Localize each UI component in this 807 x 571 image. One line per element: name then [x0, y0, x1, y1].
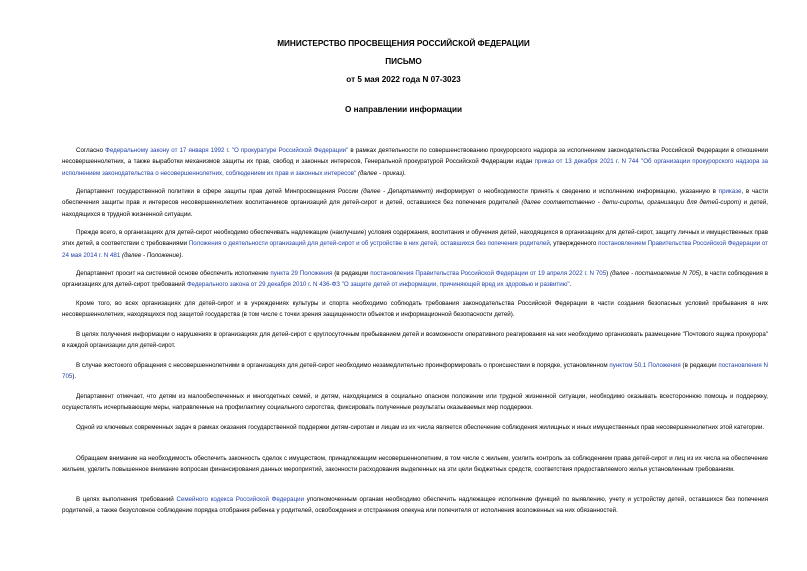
link-decree-705[interactable]: постановления Правительства Российской Федерации от 19 апреля 2022 г. N 705: [370, 270, 607, 277]
p10-text: Обращаем внимание на необходимость обеспечить законность сделок с имуществом, принадлежащим несовершеннолетним, в том числе с жильем, усилить контроль за соблюдением права детей-сирот и лиц из их числа на обеспечение жильем, уделить повышенное внимание вопросам финансирования данных мероприятий, законности расходования выделенных на эти цели бюджетных средств, соответствия предоставляемого жилья установленным требованиям.: [62, 455, 768, 474]
paragraph-10: [62, 453, 768, 476]
p1-text: Согласно: [76, 147, 106, 154]
p2-text: , в части обеспечения защиты прав и интересов несовершеннолетних воспитанников организаций для детей-сирот и детей, оставшихся без попечения родителей: [62, 188, 769, 207]
p4-text: (в редакции: [332, 270, 371, 277]
p9-text: Одной из ключевых современных задач в рамках оказания государственной поддержки детям-сиротам и лицам из их числа является обеспечение соблюдения жилищных и иных имущественных прав несовершеннолетних этой категории.: [76, 424, 765, 431]
link-decree-481[interactable]: постановлением Правительства Российской Федерации от 24 мая 2014 г. N 481: [62, 240, 769, 259]
p1-text: .: [404, 169, 406, 177]
paragraph-6: [62, 329, 768, 352]
link-regulation[interactable]: Положения о деятельности организаций для детей-сирот и об устройстве в них детей, оставшихся без попечения родителей: [188, 240, 550, 248]
paragraph-8: [62, 391, 768, 414]
p3-text: Прежде всего, в организациях для детей-сирот необходимо обеспечивать надлежащие (наилучшие) условия содержания, воспитания и обучения детей, находящихся в организациях для детей-сирот, защиту личных и имущественных прав этих детей, в соответствии с требованиями: [62, 229, 768, 248]
doc-date-number: от 5 мая 2022 года N 07-3023: [346, 75, 461, 84]
p2-italic: (далее соответственно - дети-сироты, организации для детей-сирот): [521, 199, 742, 207]
link-order[interactable]: приказе: [718, 188, 742, 195]
p11-text: уполномоченным органам необходимо обеспечить надлежащее исполнение функций по выявлению, учету и устройству детей, оставшихся без попечения родителей, а также безусловное соблюдение порядка отобрания ребенка у родителей, освобождения и отстранения опекуна или попечителя от исполнения возложенных на них обязанностей.: [62, 496, 768, 515]
paragraph-2: [62, 186, 768, 220]
paragraph-3: [62, 227, 768, 261]
link-family-code[interactable]: Семейного кодекса Российской Федерации: [176, 496, 305, 503]
p5-text: Кроме того, во всех организациях для детей-сирот и в учреждениях культуры и спорта необходимо соблюдать требования законодательства Российской Федерации в части создания безопасных условий пребывания в них несовершеннолетних, находящихся под защитой государства (в том числе с точки зрения защищенности объектов и информационной безопасности детей).: [62, 300, 768, 319]
p4-text: , в части соблюдения в организациях для детей-сирот требований: [62, 270, 769, 289]
paragraph-11: [62, 494, 768, 517]
p2-text: информирует о необходимости принять к сведению и исполнению информацию, указанную в: [432, 188, 719, 195]
p2-italic: (далее - Департамент): [361, 188, 433, 195]
link-order-744[interactable]: приказ от 13 декабря 2021 г. N 744 "Об организации прокурорского надзора за исполнением законодательства о несовершеннолетних, соблюдением их прав и законных интересов": [62, 158, 768, 177]
ministry-title: МИНИСТЕРСТВО ПРОСВЕЩЕНИЯ РОССИЙСКОЙ ФЕДЕРАЦИИ: [277, 39, 530, 48]
p4-text: .: [569, 281, 572, 289]
link-decree-705-short[interactable]: постановления N 705: [62, 362, 769, 381]
p1-text: в рамках деятельности по совершенствованию прокурорского надзора за исполнением законодательства Российской Федерации в отношении несовершеннолетних, а также выработки механизмов защиты их прав, свобод и законных интересов, Генеральной прокуратурой Российской Федерации издан: [62, 147, 768, 166]
p4-text: Департамент просит на системной основе обеспечить исполнение: [76, 270, 271, 277]
paragraph-5: [62, 298, 768, 321]
link-clause-50-1[interactable]: пунктом 50.1 Положения: [609, 362, 681, 369]
doc-subject: О направлении информации: [344, 105, 463, 114]
paragraph-1: [62, 145, 768, 179]
p3-text: , утвержденного: [549, 240, 599, 248]
p1-italic: (далее - приказ): [356, 169, 405, 177]
paragraph-4: [62, 268, 768, 291]
p7-text: В случае жестокого обращения с несовершеннолетними в организациях для детей-сирот необходимо незамедлительно проинформировать о происшествии в порядке, установленном: [76, 362, 610, 369]
p7-text: (в редакции: [680, 362, 719, 369]
p7-text: ).: [72, 373, 77, 381]
link-clause-29[interactable]: пункта 29 Положения: [270, 270, 333, 277]
link-law-436[interactable]: Федерального закона от 29 декабря 2010 г. N 436-ФЗ "О защите детей от информации, причиняющей вред их здоровью и развитию": [186, 281, 570, 289]
link-law-prosecutor[interactable]: Федеральному закону от 17 января 1992 г. "О прокуратуре Российской Федерации": [105, 147, 349, 154]
p2-text: и детей, находящихся в трудной жизненной ситуации.: [62, 199, 768, 218]
p3-italic: (далее - Положение): [120, 251, 182, 259]
p11-text: В целях выполнения требований: [76, 496, 177, 503]
doc-type: ПИСЬМО: [385, 57, 422, 66]
paragraph-9: [62, 422, 768, 433]
p2-text: Департамент государственной политики в сфере защиты прав детей Минпросвещения России: [76, 188, 362, 195]
p8-text: Департамент отмечает, что детям из малообеспеченных и многодетных семей, и детям, находящимся в социально опасном положении или трудной жизненной ситуации, необходимо оказывать всестороннюю помощь и поддержку, осуществлять исчерпывающие меры, направленные на профилактику социального сиротства, фиксировать полученные результаты оказываемых мер поддержки.: [62, 393, 768, 412]
paragraph-7: [62, 360, 768, 383]
p6-text: В целях получения информации о нарушениях в организациях для детей-сирот с круглосуточным пребыванием детей и возможности оперативного реагирования на них необходимо организовать размещение "Почтового ящика прокурора" в каждой организации для детей-сирот.: [62, 331, 768, 350]
p4-text: ): [606, 270, 611, 277]
p4-italic: (далее - постановление N 705): [610, 270, 702, 277]
p3-text: .: [181, 251, 184, 259]
